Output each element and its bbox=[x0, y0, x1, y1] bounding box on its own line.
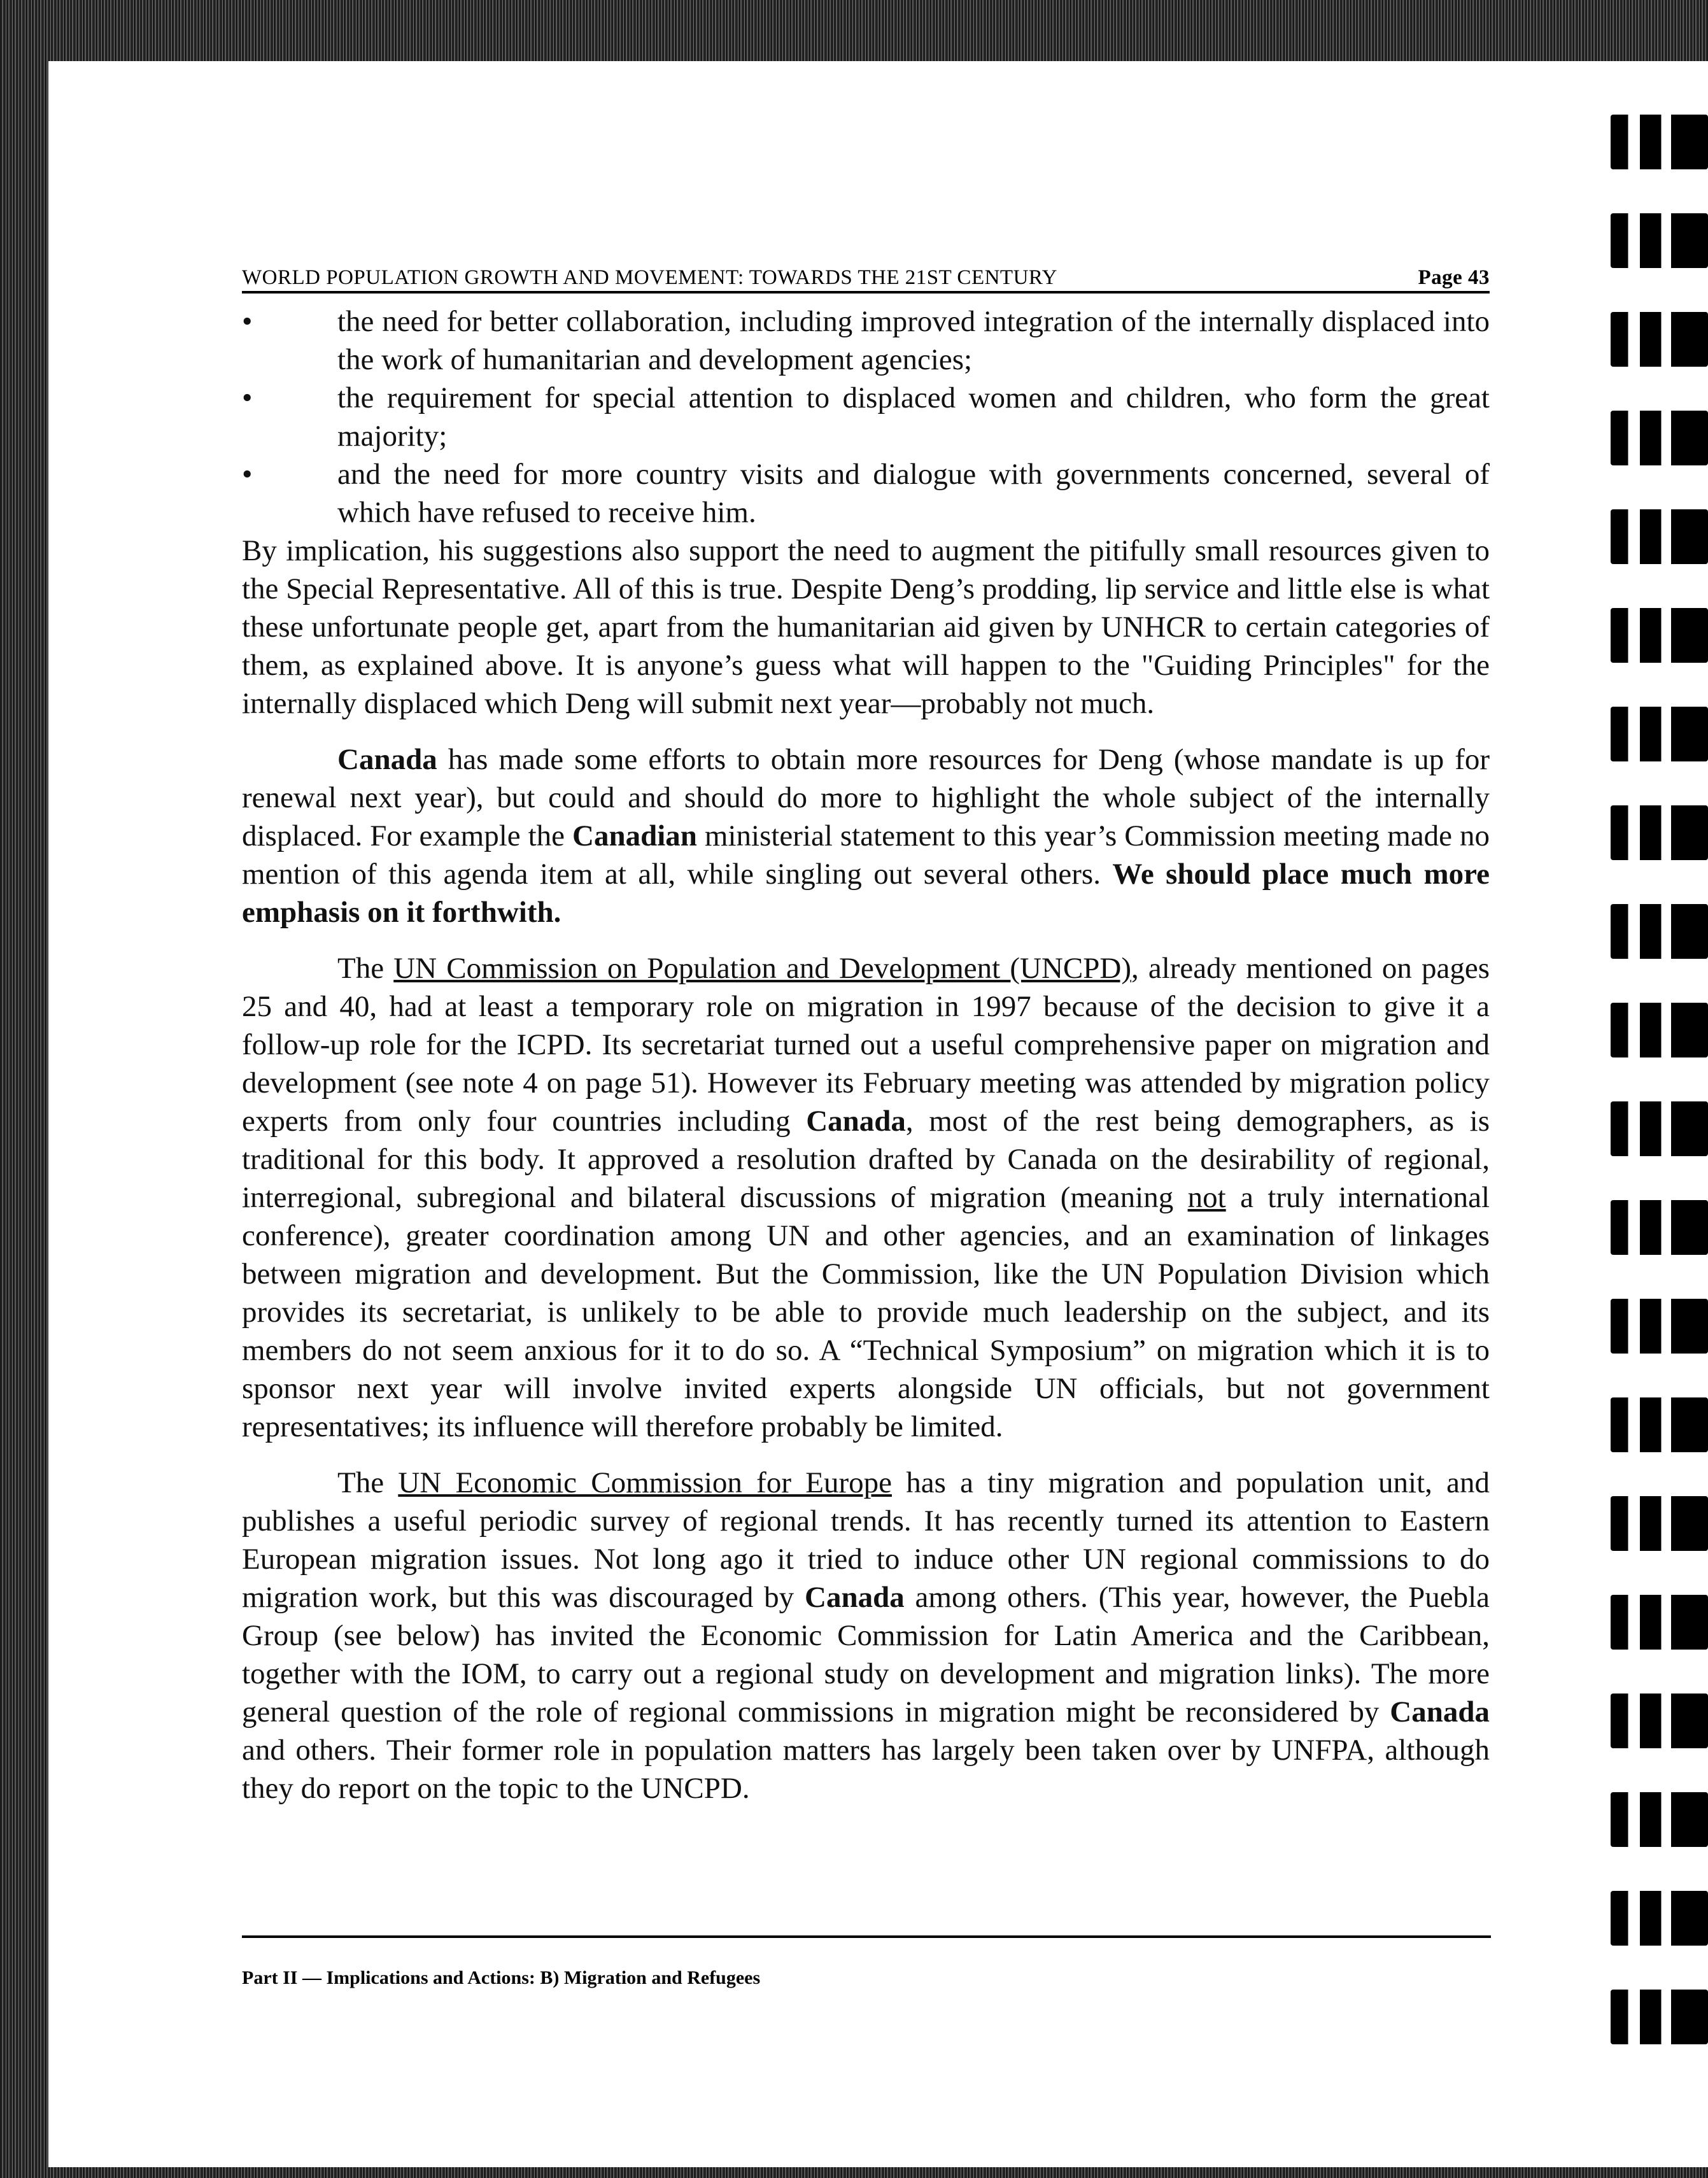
bullet-icon: • bbox=[242, 381, 253, 414]
binding-hole bbox=[1611, 1299, 1708, 1354]
paragraph-text: a truly international conference), greater coordination among UN and other agencies, and an examination of linkages between migration and development. But the Commission, like the UN Population Division which provides its secretariat, is unlikely to be able to provide much leadership on the subject, and its members do not seem anxious for it to do so. A “Technical Symposium” on migration which it is to sponsor next year will involve invited experts alongside UN officials, but not government representatives; its influence will therefore probably be limited. bbox=[242, 1181, 1490, 1443]
paragraph-text: and others. Their former role in population matters has largely been taken over by UNFPA, although they do report on the topic to the UNCPD. bbox=[242, 1734, 1490, 1805]
bold-text: Canada bbox=[806, 1105, 906, 1138]
binding-hole bbox=[1611, 1792, 1708, 1847]
underlined-text: UN Economic Commission for Europe bbox=[398, 1466, 892, 1499]
underlined-text: UN Commission on Population and Development (UNCPD) bbox=[393, 952, 1131, 985]
paragraph-text: The bbox=[337, 952, 394, 985]
binding-hole bbox=[1611, 1595, 1708, 1650]
binding-hole bbox=[1611, 213, 1708, 268]
page-number: Page 43 bbox=[1418, 266, 1490, 289]
binding-hole bbox=[1611, 312, 1708, 367]
binding-hole bbox=[1611, 1003, 1708, 1057]
binding-hole bbox=[1611, 1397, 1708, 1452]
paragraph-text: among others. (This year, however, the Puebla Group (see below) has invited the Economic Commission for Latin America and the Caribbean, together with the IOM, to carry out a regional study on development and migration links). The more general question of the role of regional commissions in migration might be reconsidered by bbox=[242, 1581, 1490, 1729]
binding-hole bbox=[1611, 608, 1708, 663]
paragraph-implication: By implication, his suggestions also support the need to augment the pitifully small resources given to the Special Representative. All of this is true. Despite Deng’s prodding, lip service and little else is what these unfortunate people get, apart from the humanitarian aid given by UNHCR to certain categories of them, as explained above. It is anyone’s guess what will happen to the "Guiding Principles" for the internally displaced which Deng will submit next year—probably not much. bbox=[242, 534, 1490, 720]
paragraph-text: has a tiny migration and population unit, and publishes a useful periodic survey of regional trends. It has recently turned its attention to Eastern European migration issues. Not long ago it tried to induce other UN regional commissions to do migration work, but this was discouraged by bbox=[242, 1466, 1490, 1614]
bullet-text: and the need for more country visits and dialogue with governments concerned, several of which have refused to receive him. bbox=[337, 458, 1490, 529]
bold-text: . bbox=[553, 896, 561, 929]
binding-holes bbox=[1611, 108, 1708, 2133]
body-text bbox=[242, 302, 1490, 1807]
footer-rule bbox=[242, 1935, 1491, 1938]
binding-hole bbox=[1611, 115, 1708, 169]
bold-text: Canada bbox=[1390, 1695, 1490, 1729]
paragraph-unece bbox=[242, 1464, 1490, 1807]
bullet-list bbox=[242, 302, 1490, 532]
paragraph-text: The bbox=[337, 1466, 399, 1499]
header-title: WORLD POPULATION GROWTH AND MOVEMENT: TOWARDS THE 21ST CENTURY bbox=[242, 266, 1057, 289]
bullet-text: the requirement for special attention to displaced women and children, who form the great majority; bbox=[337, 381, 1490, 453]
bullet-icon: • bbox=[242, 305, 253, 338]
binding-hole bbox=[1611, 509, 1708, 564]
binding-hole bbox=[1611, 1496, 1708, 1551]
list-item bbox=[242, 455, 1490, 532]
binding-hole bbox=[1611, 904, 1708, 959]
binding-hole bbox=[1611, 411, 1708, 465]
binding-hole bbox=[1611, 1101, 1708, 1156]
binding-hole bbox=[1611, 805, 1708, 860]
binding-hole bbox=[1611, 1891, 1708, 1946]
list-item bbox=[242, 379, 1490, 455]
bold-text: Canada bbox=[805, 1581, 905, 1614]
binding-hole bbox=[1611, 1200, 1708, 1255]
running-header bbox=[242, 266, 1490, 293]
paragraph-uncpd bbox=[242, 949, 1490, 1446]
underlined-text: not bbox=[1187, 1181, 1226, 1214]
list-item bbox=[242, 302, 1490, 379]
binding-hole bbox=[1611, 1990, 1708, 2044]
paragraph-text: has made some efforts to obtain more resources for Deng (whose mandate is up for renewal next year), but could and should do more to highlight the whole subject of the internally displaced. For example the bbox=[242, 743, 1490, 852]
binding-hole bbox=[1611, 707, 1708, 761]
bold-text: Canadian bbox=[572, 819, 697, 852]
bold-text: Canada bbox=[337, 743, 437, 776]
binding-hole bbox=[1611, 1694, 1708, 1748]
footer-text: Part II — Implications and Actions: B) Migration and Refugees bbox=[242, 1967, 761, 1988]
paragraph-text: , most of the rest being demographers, as is traditional for this body. It approved a resolution drafted by Canada on the desirability of regional, interregional, subregional and bilateral discussions of migration (meaning bbox=[242, 1105, 1490, 1214]
paragraph-text: ministerial statement to this year’s Commission meeting made no mention of this agenda item at all, while singling out several others. bbox=[242, 819, 1490, 891]
page-content bbox=[242, 266, 1490, 1807]
paragraph-text: , already mentioned on pages 25 and 40, had at least a temporary role on migration in 1997 because of the decision to give it a follow-up role for the ICPD. Its secretariat turned out a useful comprehensive paper on migration and development (see note 4 on page 51). However its February meeting was attended by migration policy experts from only four countries including bbox=[242, 952, 1490, 1138]
bold-text: We should place much more emphasis on it forthwith bbox=[242, 858, 1490, 929]
paragraph-canada bbox=[242, 740, 1490, 931]
bullet-text: the need for better collaboration, including improved integration of the internally displaced into the work of humanitarian and development agencies; bbox=[337, 305, 1490, 376]
bullet-icon: • bbox=[242, 458, 253, 491]
